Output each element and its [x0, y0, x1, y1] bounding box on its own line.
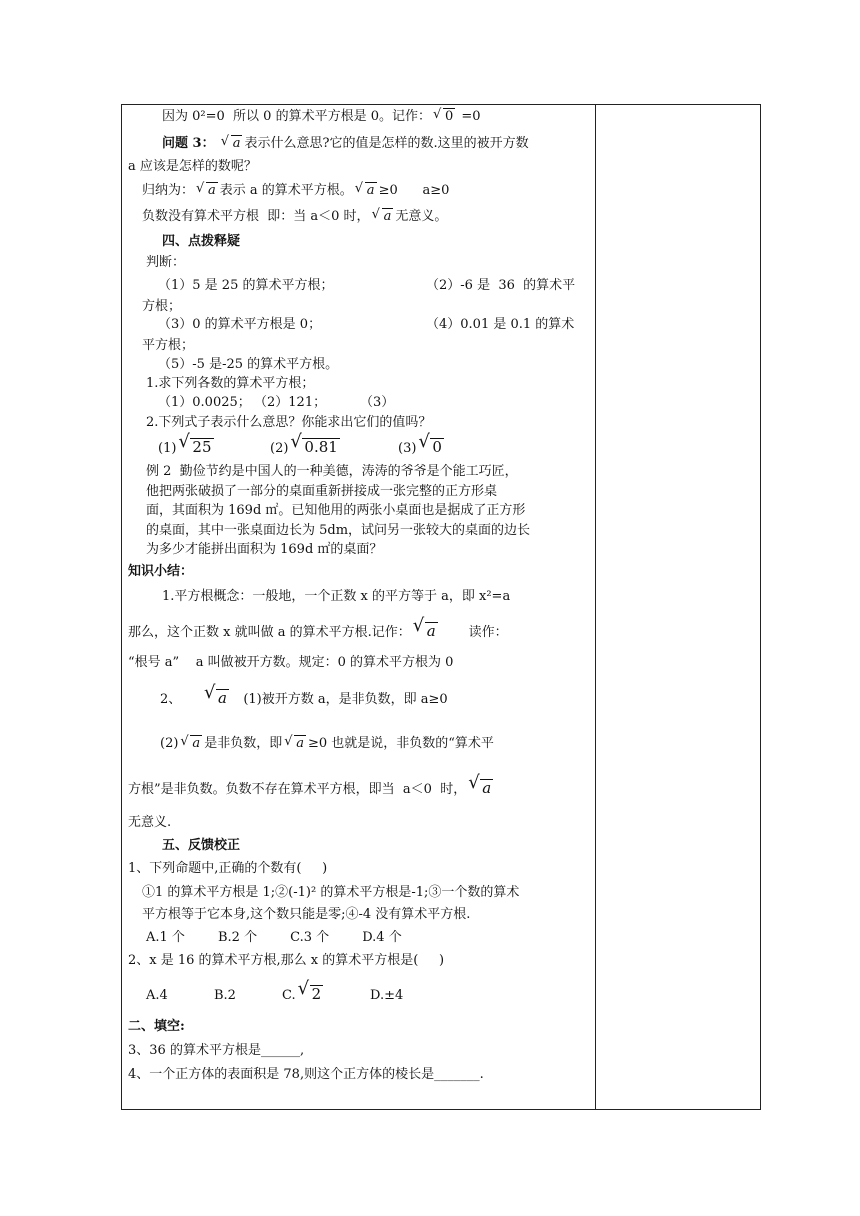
question-text: ①1 的算术平方根是 1;②(-1)² 的算术平方根是-1;③一个数的算术: [142, 885, 520, 900]
text-line: 方根”是非负数。负数不存在算术平方根，即当 a＜0 时，√ a: [128, 779, 495, 799]
answer-option: C.√ 2: [282, 985, 325, 1005]
text-line: 1.平方根概念：一般地，一个正数 x 的平方等于 a，即 x²=a: [162, 589, 511, 604]
text-line: 2、 √ a (1)被开方数 a，是非负数，即 a≥0: [160, 689, 448, 709]
text-line: 为多少才能拼出面积为 169d ㎡的桌面？: [146, 542, 383, 557]
section-heading: 四、点拨释疑: [162, 234, 241, 249]
text-line: 他把两张破损了一部分的桌面重新拼接成一张完整的正方形桌: [146, 484, 498, 499]
text-line: 例 2 勤俭节约是中国人的一种美德，涛涛的爷爷是个能工巧匠，: [146, 464, 518, 479]
text-line: （5）-5 是-25 的算术平方根。: [158, 357, 339, 372]
answer-option: D.±4: [370, 988, 404, 1003]
section-heading: 二、填空:: [128, 1019, 185, 1034]
section-heading: 五、反馈校正: [162, 838, 241, 853]
text-line: （4）0.01 是 0.1 的算术: [426, 317, 575, 332]
text-line: （2）-6 是 36 的算术平: [426, 278, 576, 293]
answer-option: B.2: [214, 988, 236, 1003]
question-text: 1、下列命题中,正确的个数有( ): [128, 861, 328, 876]
text-line: 的桌面，其中一张桌面边长为 5dm，试问另一张较大的桌面的边长: [146, 523, 531, 538]
math-expression: (3)√ 0: [398, 438, 446, 458]
text-line: （3）: [360, 395, 395, 410]
text-line: 2.下列式子表示什么意思？你能求出它们的值吗？: [146, 415, 432, 430]
math-expression: (1)√ 25: [158, 438, 216, 458]
text-line: “根号 a” a 叫做被开方数。规定：0 的算术平方根为 0: [128, 655, 454, 670]
text-line: a 应该是怎样的数呢？: [128, 159, 257, 174]
text-line: 判断：: [146, 255, 186, 270]
text-line: 问题 3： √ a 表示什么意思?它的值是怎样的数.这里的被开方数: [162, 135, 529, 153]
text-line: （2）121；: [254, 395, 327, 410]
section-heading: 知识小结：: [128, 564, 194, 579]
text-line: （1）5 是 25 的算术平方根；: [158, 278, 334, 293]
text-line: （1）0.0025；: [158, 395, 251, 410]
text-line: 方根；: [142, 299, 182, 314]
answer-options: A.1 个 B.2 个 C.3 个 D.4 个: [146, 930, 402, 945]
table-column-divider: [595, 104, 596, 1110]
text-line: 因为 0²=0 所以 0 的算术平方根是 0。记作：√ 0 =0: [162, 108, 481, 126]
text-line: (2)√ a 是非负数，即√ a ≥0 也就是说，非负数的“算术平: [160, 735, 494, 753]
math-expression: (2)√ 0.81: [270, 438, 342, 458]
text-line: 归纳为：√ a 表示 a 的算术平方根。√ a ≥0 a≥0: [142, 182, 449, 200]
text-line: 1.求下列各数的算术平方根；: [146, 376, 315, 391]
text-line: 平方根；: [142, 338, 195, 353]
question-text: 3、36 的算术平方根是______,: [128, 1043, 305, 1058]
answer-option: A.4: [146, 988, 168, 1003]
text-line: 那么，这个正数 x 就叫做 a 的算术平方根.记作：√ a 读作：: [128, 622, 508, 642]
text-line: 负数没有算术平方根 即：当 a＜0 时，√ a 无意义。: [142, 208, 447, 226]
text-line: 面，其面积为 169d ㎡。已知他用的两张小桌面也是据成了正方形: [146, 503, 526, 518]
text-line: （3）0 的算术平方根是 0；: [158, 317, 322, 332]
text-line: 无意义.: [128, 815, 172, 830]
question-text: 2、x 是 16 的算术平方根,那么 x 的算术平方根是( ): [128, 953, 445, 968]
question-text: 平方根等于它本身,这个数只能是零;④-4 没有算术平方根.: [142, 907, 471, 922]
question-text: 4、一个正方体的表面积是 78,则这个正方体的棱长是_______.: [128, 1067, 484, 1082]
